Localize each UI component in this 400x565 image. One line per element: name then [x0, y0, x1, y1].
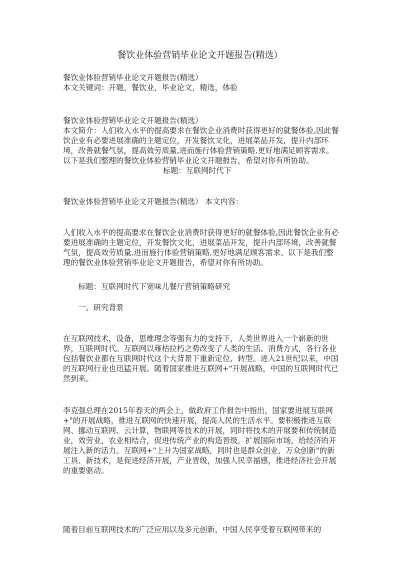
- meta-block: [63, 73, 339, 93]
- abstract-text: 本文简介：人们收入水平的提高要求在餐饮企业消费时获得更好的就餐体验,因此餐饮企业有必要进展准确的主题定位，开发餐饮文化，进展菜品开发，提升内部环境，改善就餐气氛，提高效劳质量,进而施行体验营销策略,更好地满足顾客需求。以下是我们整理的餐饮业体验营销毕业论文开题报告，希望对你有所协助。: [63, 126, 339, 165]
- paper-title-block: [63, 282, 339, 292]
- content-label-line: 餐饮业体验营销毕业论文开题报告(精选） 本文内容：: [63, 197, 244, 206]
- document-title: 餐饮业体验营销毕业论文开题报告(精选）: [117, 51, 283, 61]
- section-heading: 一、研究背景: [78, 303, 124, 312]
- meta-title-line: 餐饮业体验营销毕业论文开题报告(精选）: [63, 73, 203, 82]
- intro-block: [63, 228, 339, 268]
- paragraph-1-block: [63, 334, 339, 384]
- paragraph-1: 在互联网技术，设备，思维理念等强有力的支持下，人类世界进入一个崭新的世界，互联网时代。互联网以雍枯拉朽之势改变了人类的生活、消费方式，各行各业包括餐饮业都在互联网时代这个大背景下重新定位、转型。进入21世纪以来，中国的互联网行业也迅猛开展。随着国家推进互联网+"开展战略，中国的互联网时代已然到来。: [63, 334, 339, 383]
- paragraph-2: 李克强总理在2015年春天的两会上，做政府工作报告中指出，国家要进展互联网+"的开展战略，推进互联网的快速开展，提高人民的生活水平。要积极推进互联网、挪动互联网、云计算，物联网等技术的开展，同时将技术的开展要和传统制造业，效劳业，农业相结合，促进传统产业的构造晋级，扩展国际市场，给经济的开展注入新的活力。互联网+"上升为国家战略，同时也是群众创业，万众创新"的新工具、新技术，是促进经济开展，产业晋级，加强人民幸福感，推进经济社会开展的重要驱动。: [63, 406, 337, 475]
- keywords-line: 本文关键词：开题，餐饮业，毕业论文，精选，体验: [63, 83, 238, 92]
- paragraph-3: 随着目前互联网技术的广泛应用以及多元创新，中国人民享受着互联网带来的: [63, 525, 322, 534]
- paragraph-3-block: [63, 525, 339, 535]
- section-heading-block: [63, 303, 339, 313]
- intro-text: 人们收入水平的提高要求在餐饮企业消费时获得更好的就餐体验,因此餐饮企业有必要进展准确的主题定位，开发餐饮文化，进展菜品开发，提升内部环境，改善就餐气氛，提高效劳质量,进而施行体验营销策略,更好地满足顾客需求。以下是我们整理的餐饮业体验营销毕业论文开题报告，希望对你有所协助。: [63, 228, 339, 267]
- paper-title: 标题：互联网时代下宽味儿餐厅营销策略研究: [78, 282, 231, 291]
- content-label-block: [63, 197, 339, 207]
- paragraph-2-block: [63, 406, 339, 476]
- abstract-tail: 标题：互联网时代下: [163, 166, 232, 175]
- abstract-block: [63, 116, 339, 176]
- abstract-title-line: 餐饮业体验营销毕业论文开题报告(精选）: [63, 116, 203, 125]
